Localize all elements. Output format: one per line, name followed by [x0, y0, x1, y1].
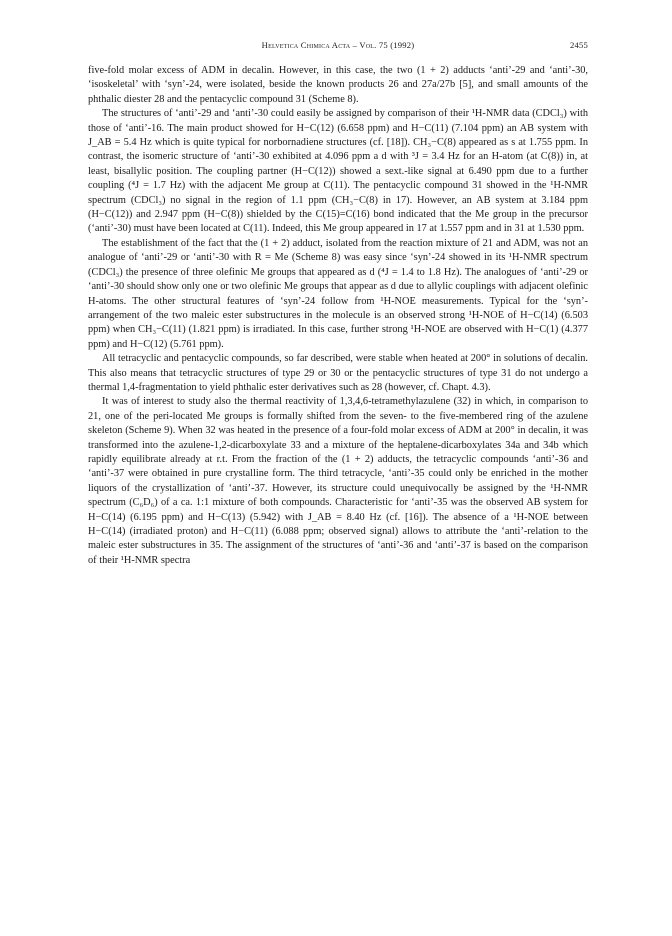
- paragraph-stability: All tetracyclic and pentacyclic compounds, so far described, were stable when heated at 200° in solutions of decalin. This also means that tetracyclic structures of type 29 or 30 or the pentacyclic structures of type 31 do not undergo a thermal 1,4-fragmentation to yield phthalic ester derivatives such as 28 (however, cf. Chapt. 4.3).: [88, 353, 588, 393]
- paragraph-continuation: five-fold molar excess of ADM in decalin. However, in this case, the two (1 + 2) adducts ‘anti’-29 and ‘anti’-30, ‘isoskeletal’ with ‘syn’-24, were isolated, beside the known products 26 and 27a/27b [5], and small amounts of the phthalic diester 28 and the pentacyclic compound 31 (Scheme 8).: [88, 65, 588, 105]
- paragraph-structures-29-30: The structures of ‘anti’-29 and ‘anti’-30 could easily be assigned by comparison of their ¹H-NMR data (CDCl₃) with those of ‘anti’-16. The main product showed for H−C(12) (6.658 ppm) and H−C(11) (7.104 ppm) an AB system with J_AB = 5.4 Hz which is quite typical for norbornadiene structures (cf. [18]). CH₃−C(8) appeared as s at 1.755 ppm. In contrast, the isomeric structure of ‘anti’-30 exhibited at 4.096 ppm a d with ³J = 3.4 Hz for an H-atom (at C(8)) in, at least, bisallylic position. The coupling partner (H−C(12)) showed a sext.-like signal at 6.490 ppm due to a further coupling (⁴J = 1.7 Hz) with the adjacent Me group at C(11). The pentacyclic compound 31 showed in the ¹H-NMR spectrum (CDCl₃) no signal in the region of 1.1 ppm (CH₃−C(8) in 17). However, an AB system at 3.184 ppm (H−C(12)) and 2.947 ppm (H−C(8)) shielded by the C(15)=C(16) bond indicated that the Me group in the precursor (‘anti’-30) must have been located at C(11). Indeed, this Me group appeared in 17 at 1.557 ppm and in 31 at 1.530 ppm.: [88, 108, 588, 235]
- page-header: [88, 40, 588, 56]
- article-body: [88, 64, 588, 568]
- running-head: Helvetica Chimica Acta – Vol. 75 (1992): [261, 40, 415, 50]
- paragraph-syn-24: The establishment of the fact that the (1 + 2) adduct, isolated from the reaction mixture of 21 and ADM, was not an analogue of ‘anti’-29 or ‘anti’-30 with R = Me (Scheme 8) was easy since ‘syn’-24 showed in its ¹H-NMR spectrum (CDCl₃) the presence of three olefinic Me groups that appeared as d (⁴J = 1.4 to 1.8 Hz). The analogues of ‘anti’-29 or ‘anti’-30 should show only one or two olefinic Me groups that appear as d due to allylic couplings with adjacent olefinic H-atoms. The other structural features of ‘syn’-24 follow from ¹H-NOE measurements. Typical for the ‘syn’-arrangement of the two maleic ester substructures in the molecule is an observed strong ¹H-NOE of H−C(14) (6.503 ppm) when CH₃−C(11) (1.821 ppm) is irradiated. In this case, further strong ¹H-NOE are observed with H−C(1) (4.377 ppm) and H−C(12) (5.761 ppm).: [88, 237, 588, 350]
- page-number: 2455: [570, 40, 588, 50]
- journal-page: [88, 40, 588, 568]
- paragraph-tetramethylazulene: It was of interest to study also the thermal reactivity of 1,3,4,6-tetramethylazulene (32) in which, in comparison to 21, one of the peri-located Me groups is formally shifted from the seven- to the five-membered ring of the azulene skeleton (Scheme 9). When 32 was heated in the presence of a four-fold molar excess of ADM at 200° in decalin, it was transformed into the azulene-1,2-dicarboxylate 33 and a mixture of the heptalene-dicarboxylates 34a and 34b which rapidly equilibrate already at r.t. From the fraction of the (1 + 2) adducts, the tetracyclic compounds ‘anti’-36 and ‘anti’-37 were obtained in pure crystalline form. The third tetracycle, ‘anti’-35 could only be enriched in the mother liquors of the crystallization of ‘anti’-37. However, its structure could unequivocally be assigned by the ¹H-NMR spectrum (C₆D₆) of a ca. 1:1 mixture of both compounds. Characteristic for ‘anti’-35 was the observed AB system for H−C(14) (6.195 ppm) and H−C(13) (5.942) with J_AB = 8.40 Hz (cf. [16]). The absence of a ¹H-NOE between H−C(14) (irradiated proton) and H−C(11) (6.088 ppm; observed signal) allows to attribute the ‘anti’-relation to the maleic ester substructures in 35. The assignment of the structures of ‘anti’-36 and ‘anti’-37 is based on the comparison of their ¹H-NMR spectra: [88, 396, 588, 566]
